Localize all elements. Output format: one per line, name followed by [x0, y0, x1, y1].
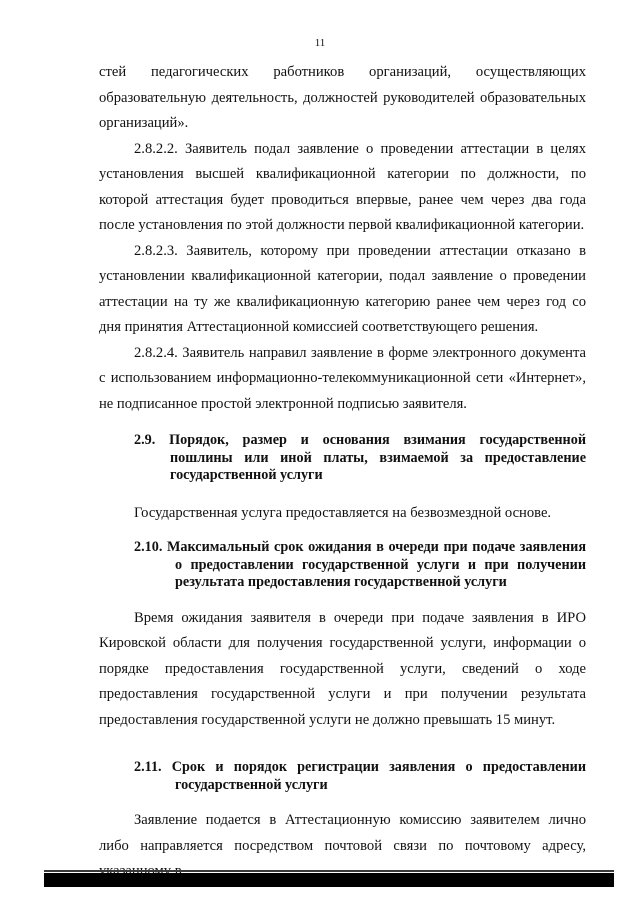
section-title: Максимальный срок ожидания в очереди при подаче заявления о предоставлении государственной услуги и при получении результата предоставления государственной услуги [166, 539, 586, 590]
section-number: 2.9. [134, 432, 156, 448]
paragraph-2-8-2-4: 2.8.2.4. Заявитель направил заявление в форме электронного документа с использованием информационно-телекоммуникационной сети «Интернет», не подписанное простой электронной подписью заявителя. [99, 344, 586, 412]
section-heading-2-10 [99, 539, 586, 592]
document-body [99, 60, 586, 885]
section-number: 2.11. [134, 759, 162, 775]
section-title: Порядок, размер и основания взимания государственной пошлины или иной платы, взимаемой за предоставление государственной услуги [169, 432, 586, 483]
section-heading-2-9 [99, 432, 586, 485]
paragraph-continuation: стей педагогических работников организаций, осуществляющих образовательную деятельность, должностей руководителей образовательных организаций». [99, 64, 586, 131]
section-title: Срок и порядок регистрации заявления о предоставлении государственной услуги [171, 759, 587, 793]
paragraph-free-service: Государственная услуга предоставляется на безвозмездной основе. [134, 504, 552, 521]
paragraph-2-8-2-2: 2.8.2.2. Заявитель подал заявление о проведении аттестации в целях установления высшей квалификационной категории по должности, по которой аттестация будет проводиться впервые, ранее чем через два года после установления по этой должности первой квалификационной категории. [99, 140, 586, 233]
paragraph-2-8-2-3: 2.8.2.3. Заявитель, которому при проведении аттестации отказано в установлении квалификационной категории, подал заявление о проведении аттестации на ту же квалификационную категорию ранее чем через год со дня принятия Аттестационной комиссией соответствующего решения. [99, 242, 586, 335]
page-number: 11 [314, 37, 326, 49]
paragraph-application-submission: Заявление подается в Аттестационную комиссию заявителем лично либо направляется посредством почтовой связи по почтовому адресу, [99, 812, 586, 854]
section-number: 2.10. [134, 539, 163, 555]
paragraph-waiting-time: Время ожидания заявителя в очереди при подаче заявления в ИРО Кировской области для получения государственной услуги, информации о порядке предоставления государственной услуги, сведений о ходе предоставления государственной услуги и при получении результата предоставления государственной услуги не должно превышать 15 минут. [99, 609, 586, 728]
scan-edge-line [44, 870, 614, 872]
section-heading-2-11 [99, 759, 586, 794]
scan-bottom-bar [44, 873, 614, 887]
